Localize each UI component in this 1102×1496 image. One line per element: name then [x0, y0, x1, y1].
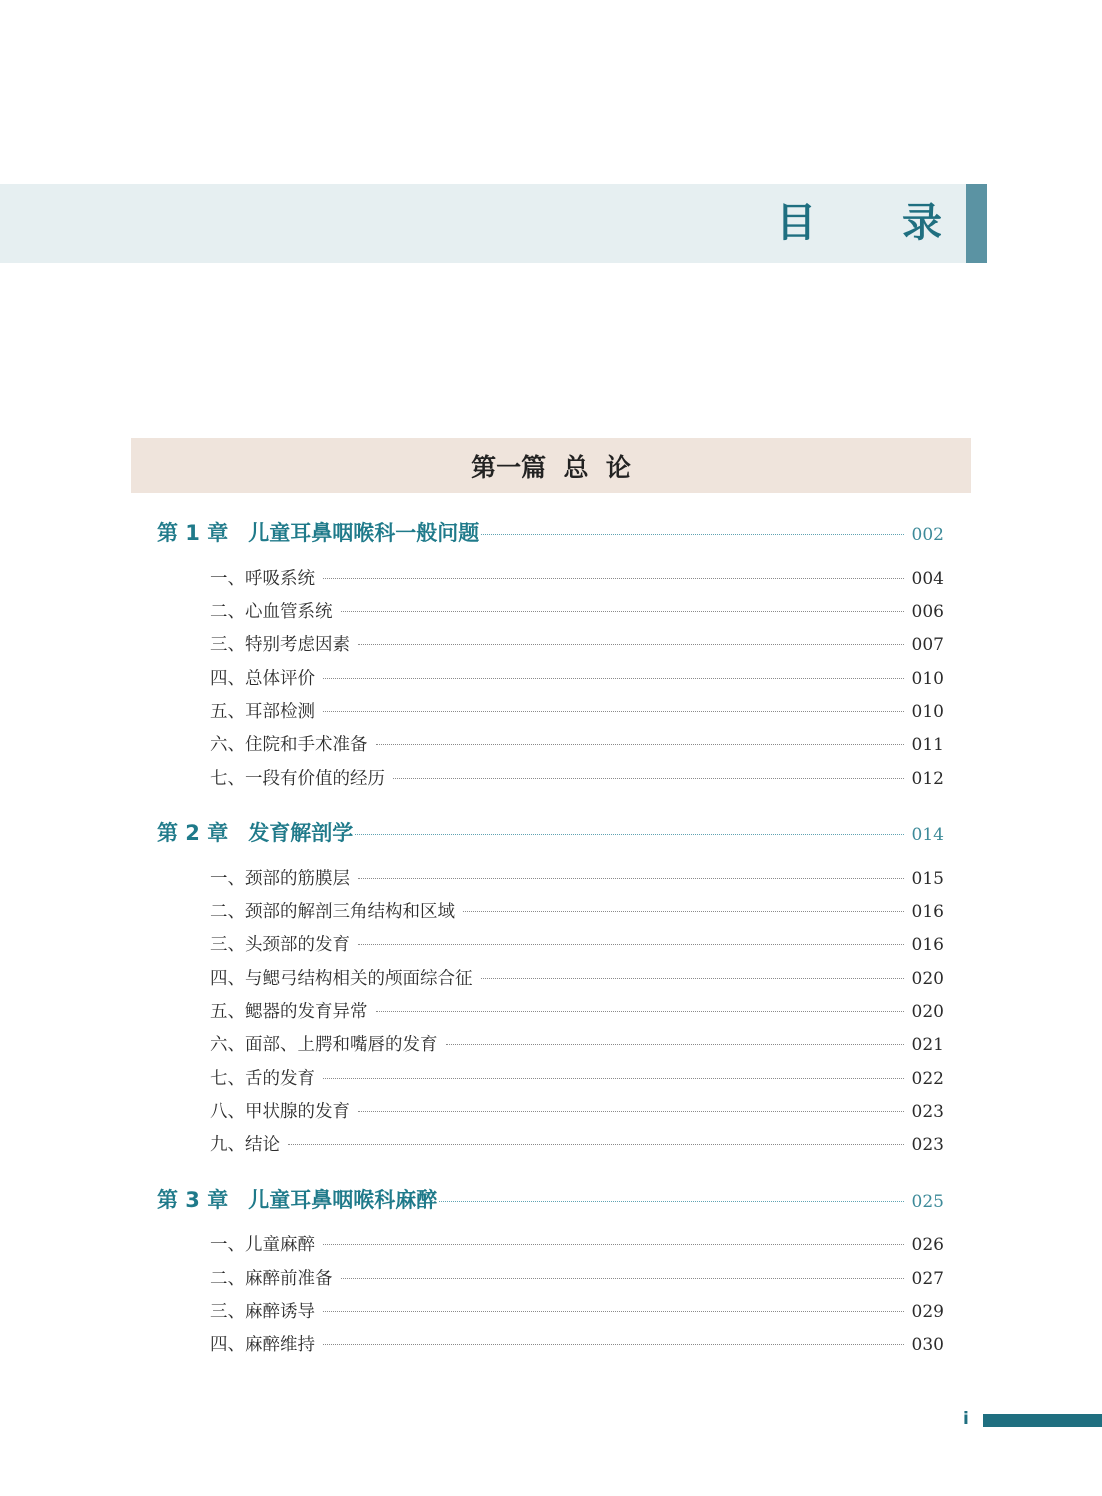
section-page: 023 [911, 1102, 944, 1122]
dot-leader [323, 1244, 904, 1245]
section-page: 030 [911, 1335, 944, 1355]
section-label: 三、特别考虑因素 [210, 635, 350, 655]
toc-section[interactable] [210, 1131, 944, 1156]
dot-leader [358, 878, 904, 879]
section-page: 010 [911, 702, 944, 722]
dot-leader [323, 678, 904, 679]
chapter-title: 儿童耳鼻咽喉科麻醉 [248, 1188, 438, 1212]
dot-leader [376, 1011, 904, 1012]
toc-section[interactable] [210, 1265, 944, 1290]
toc-section[interactable] [210, 698, 944, 723]
chapter-title: 儿童耳鼻咽喉科一般问题 [248, 521, 480, 545]
dot-leader [481, 978, 904, 979]
section-page: 010 [911, 669, 944, 689]
section-label: 一、儿童麻醉 [210, 1235, 315, 1255]
dot-leader [341, 611, 904, 612]
section-label: 八、甲状腺的发育 [210, 1102, 350, 1122]
section-label: 二、颈部的解剖三角结构和区域 [210, 902, 455, 922]
toc-section[interactable] [210, 665, 944, 690]
section-page: 023 [911, 1135, 944, 1155]
toc-section[interactable] [210, 931, 944, 956]
chapter-page: 002 [911, 525, 944, 545]
toc-section[interactable] [210, 1098, 944, 1123]
toc-section[interactable] [210, 731, 944, 756]
section-label: 四、总体评价 [210, 669, 315, 689]
dot-leader [323, 711, 904, 712]
dot-leader [323, 578, 904, 579]
dot-leader [358, 944, 904, 945]
section-label: 三、头颈部的发育 [210, 935, 350, 955]
part-title: 第一篇 总 论 [471, 452, 631, 482]
section-label: 六、住院和手术准备 [210, 735, 368, 755]
toc-section[interactable] [210, 865, 944, 890]
chapter-number: 第 3 章 [157, 1188, 229, 1212]
toc-section[interactable] [210, 1298, 944, 1323]
toc-section[interactable] [210, 631, 944, 656]
section-page: 004 [911, 569, 944, 589]
section-label: 四、与鳃弓结构相关的颅面综合征 [210, 969, 473, 989]
chapter-number: 第 1 章 [157, 521, 229, 545]
section-page: 015 [911, 869, 944, 889]
section-label: 三、麻醉诱导 [210, 1302, 315, 1322]
toc-section[interactable] [210, 565, 944, 590]
section-page: 012 [911, 769, 944, 789]
section-page: 021 [911, 1035, 944, 1055]
section-label: 二、麻醉前准备 [210, 1269, 333, 1289]
page-number: i [963, 1409, 969, 1429]
toc-section[interactable] [210, 1065, 944, 1090]
chapter-page: 014 [911, 825, 944, 845]
section-label: 七、一段有价值的经历 [210, 769, 385, 789]
section-label: 一、颈部的筋膜层 [210, 869, 350, 889]
section-label: 五、鳃器的发育异常 [210, 1002, 368, 1022]
toc-chapter-2[interactable] [157, 817, 944, 847]
toc-chapter-1[interactable] [157, 517, 944, 547]
section-page: 027 [911, 1269, 944, 1289]
section-page: 016 [911, 935, 944, 955]
toc-section[interactable] [210, 998, 944, 1023]
dot-leader [323, 1078, 904, 1079]
dot-leader [393, 778, 904, 779]
section-page: 020 [911, 1002, 944, 1022]
dot-leader [288, 1144, 904, 1145]
part-heading-band [131, 438, 971, 493]
toc-chapter-3[interactable] [157, 1184, 944, 1214]
toc-section[interactable] [210, 1231, 944, 1256]
section-page: 007 [911, 635, 944, 655]
chapter-page: 025 [911, 1192, 944, 1212]
section-label: 七、舌的发育 [210, 1069, 315, 1089]
chapter-title: 发育解剖学 [248, 821, 354, 845]
dot-leader [439, 1201, 903, 1202]
section-label: 四、麻醉维持 [210, 1335, 315, 1355]
section-label: 一、呼吸系统 [210, 569, 315, 589]
dot-leader [358, 644, 904, 645]
dot-leader [355, 834, 903, 835]
dot-leader [323, 1344, 904, 1345]
dot-leader [323, 1311, 904, 1312]
toc-section[interactable] [210, 1331, 944, 1356]
section-page: 020 [911, 969, 944, 989]
section-page: 006 [911, 602, 944, 622]
toc-section[interactable] [210, 965, 944, 990]
section-label: 二、心血管系统 [210, 602, 333, 622]
section-page: 026 [911, 1235, 944, 1255]
toc-section[interactable] [210, 898, 944, 923]
toc-section[interactable] [210, 765, 944, 790]
toc-section[interactable] [210, 1031, 944, 1056]
section-page: 016 [911, 902, 944, 922]
section-page: 011 [911, 735, 944, 755]
section-label: 六、面部、上腭和嘴唇的发育 [210, 1035, 438, 1055]
section-label: 九、结论 [210, 1135, 280, 1155]
dot-leader [341, 1278, 904, 1279]
chapter-number: 第 2 章 [157, 821, 229, 845]
dot-leader [446, 1044, 904, 1045]
footer-accent-bar [983, 1414, 1102, 1427]
section-page: 029 [911, 1302, 944, 1322]
dot-leader [463, 911, 904, 912]
dot-leader [376, 744, 904, 745]
dot-leader [358, 1111, 904, 1112]
toc-section[interactable] [210, 598, 944, 623]
page-title: 目 录 [776, 199, 978, 246]
section-page: 022 [911, 1069, 944, 1089]
dot-leader [481, 534, 903, 535]
section-label: 五、耳部检测 [210, 702, 315, 722]
